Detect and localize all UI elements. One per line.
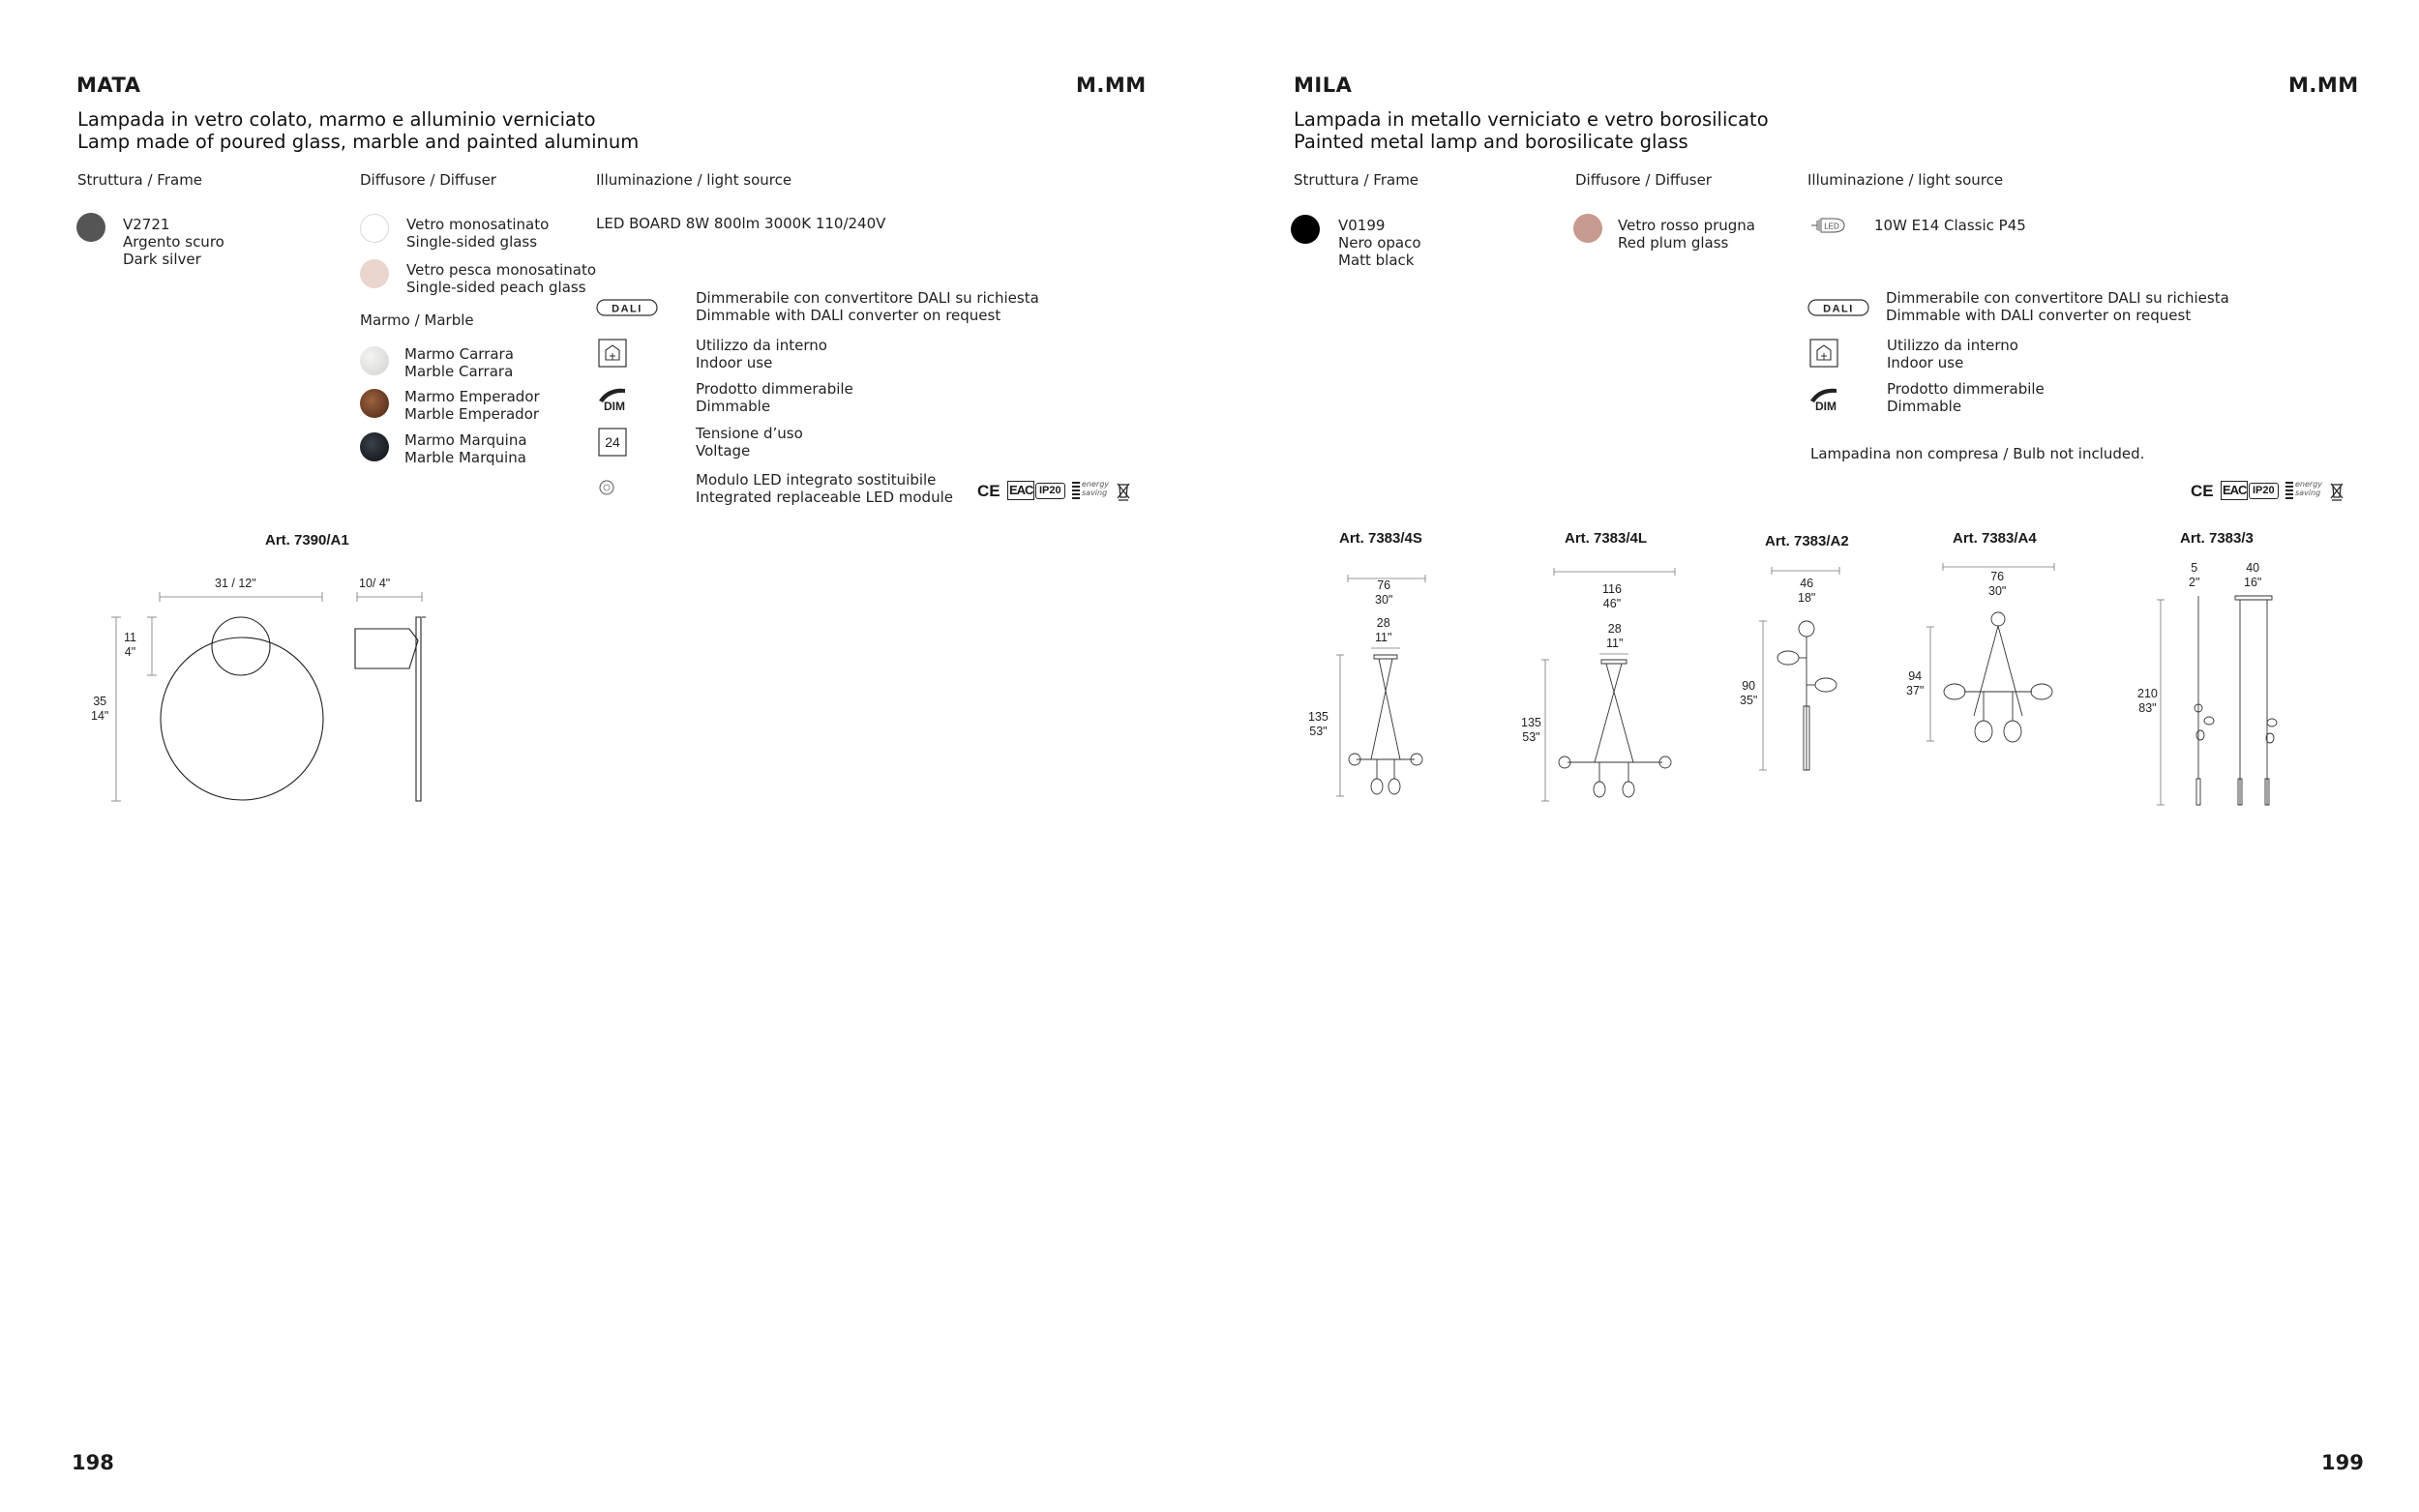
diffuser-name-en: Single-sided glass <box>406 233 538 251</box>
dali-icon <box>1807 298 1869 317</box>
frame-name-it: Nero opaco <box>1338 234 1421 252</box>
ce-mark-icon: CE <box>2191 482 2214 500</box>
marble-name-it: Marmo Emperador <box>404 388 540 405</box>
article-code: Art. 7390/A1 <box>265 532 349 548</box>
voltage-icon <box>598 428 627 457</box>
dim-icon-label: DIM <box>604 400 625 412</box>
diffuser-swatch <box>1573 214 1602 243</box>
article-code: Art. 7383/4S <box>1339 530 1422 547</box>
light-source-header: Illuminazione / light source <box>596 171 792 189</box>
diffuser-option <box>1618 217 1755 252</box>
light-source-header: Illuminazione / light source <box>1807 171 2004 189</box>
marble-name-it: Marmo Marquina <box>404 431 527 449</box>
feature-led-module <box>696 471 953 506</box>
subtitle-it: Lampada in vetro colato, marmo e alluminio verniciato <box>77 108 596 131</box>
ip20-icon: IP20 <box>1035 483 1065 499</box>
marble-swatch-marquina <box>360 432 389 461</box>
light-source-spec: LED BOARD 8W 800lm 3000K 110/240V <box>596 215 886 232</box>
frame-color-swatch <box>1291 215 1320 244</box>
brand-logo: M.MM <box>1076 74 1147 97</box>
dim-in: 53" <box>1522 730 1540 744</box>
indoor-use-icon <box>598 339 627 368</box>
dim-width: 31 / 12" <box>215 577 256 590</box>
dim-cm: 76 <box>1990 570 2005 583</box>
dimmable-icon <box>596 385 631 412</box>
dim-in: 30" <box>1988 584 2007 598</box>
article-code: Art. 7383/3 <box>2180 530 2254 547</box>
energy-label-2: saving <box>2295 489 2321 497</box>
dim-cm: 135 <box>1521 716 1541 729</box>
dim-cm: 90 <box>1742 679 1756 693</box>
diffuser-header: Diffusore / Diffuser <box>360 171 496 189</box>
feature-indoor <box>1887 337 2018 371</box>
diffuser-name-it: Vetro monosatinato <box>406 216 550 233</box>
dim-cm: 94 <box>1908 669 1923 683</box>
dim-in: 2" <box>2189 576 2200 589</box>
energy-saving-label <box>2295 480 2322 497</box>
diffuser-swatch-1 <box>360 214 389 243</box>
feature-it: Modulo LED integrato sostituibile <box>696 471 937 489</box>
dim-icon-label: DIM <box>1815 400 1837 412</box>
feature-en: Dimmable <box>1887 398 1962 415</box>
diffuser-name-it: Vetro rosso prugna <box>1618 217 1755 234</box>
marble-option <box>404 431 527 466</box>
dim-in: 11" <box>1606 637 1624 650</box>
marble-swatch-carrara <box>360 346 389 375</box>
dali-icon <box>596 298 658 317</box>
marble-name-en: Marble Emperador <box>404 405 540 423</box>
dim-top-in: 4" <box>124 645 136 659</box>
feature-it: Dimmerabile con convertitore DALI su richiesta <box>1886 289 2229 307</box>
feature-it: Prodotto dimmerabile <box>1887 380 2045 398</box>
dim-cm: 28 <box>1376 616 1390 630</box>
dim-in: 18" <box>1798 591 1816 605</box>
frame-name-it: Argento scuro <box>123 233 224 251</box>
frame-name-en: Matt black <box>1338 252 1415 269</box>
dim-depth: 10/ 4" <box>359 577 391 590</box>
marble-header: Marmo / Marble <box>360 311 474 329</box>
voltage-icon-label: 24 <box>605 434 620 450</box>
marble-name-en: Marble Carrara <box>404 363 514 380</box>
dim-height-in: 14" <box>91 709 109 723</box>
dim-in: 46" <box>1602 597 1622 610</box>
feature-it: Utilizzo da interno <box>1887 337 2018 354</box>
ce-mark-icon: CE <box>977 482 1000 500</box>
marble-option <box>404 345 514 380</box>
diffuser-name-it: Vetro pesca monosatinato <box>406 261 597 279</box>
marble-name-en: Marble Marquina <box>404 449 526 466</box>
dim-cm: 76 <box>1377 578 1391 592</box>
dim-cm: 210 <box>2137 687 2158 700</box>
bulb-note: Lampadina non compresa / Bulb not included. <box>1810 445 2145 462</box>
energy-saving-icon <box>2285 482 2293 499</box>
feature-dimmable <box>696 380 853 415</box>
dim-in: 35" <box>1740 694 1758 707</box>
dim-cm: 135 <box>1308 710 1329 724</box>
frame-header: Struttura / Frame <box>1294 171 1419 189</box>
mata-technical-drawing <box>106 580 435 813</box>
dim-cm: 5 <box>2191 561 2198 575</box>
feature-it: Tensione d’uso <box>696 425 803 442</box>
energy-label-2: saving <box>1082 489 1108 497</box>
subtitle-it: Lampada in metallo verniciato e vetro borosilicato <box>1294 108 1769 131</box>
eac-mark-icon: EAC <box>2221 481 2248 500</box>
energy-saving-icon <box>1072 482 1080 499</box>
diffuser-option <box>406 261 596 296</box>
weee-bin-icon <box>1116 482 1131 501</box>
feature-indoor <box>696 337 827 371</box>
led-module-icon <box>598 479 615 496</box>
product-title: MATA <box>76 74 141 97</box>
page-number: 198 <box>72 1451 114 1474</box>
feature-en: Indoor use <box>1887 354 1964 371</box>
dim-cm: 116 <box>1602 582 1622 596</box>
marble-swatch-emperador <box>360 389 389 418</box>
feature-dali <box>696 289 1039 324</box>
article-code: Art. 7383/A2 <box>1765 533 1849 549</box>
light-source-spec: 10W E14 Classic P45 <box>1874 217 2026 234</box>
frame-color-swatch <box>76 213 105 242</box>
eac-mark-icon: EAC <box>1007 481 1034 500</box>
dim-cm: 28 <box>1607 622 1622 636</box>
dim-in: 37" <box>1906 684 1925 697</box>
frame-code: V0199 <box>1338 217 1386 234</box>
frame-header: Struttura / Frame <box>77 171 203 189</box>
dim-cm: 40 <box>2246 561 2260 575</box>
dim-in: 83" <box>2138 701 2157 715</box>
dim-in: 30" <box>1375 593 1393 607</box>
dim-height-cm: 35 <box>93 695 107 708</box>
dim-in: 53" <box>1309 725 1328 738</box>
marble-option <box>404 388 540 423</box>
feature-en: Indoor use <box>696 354 773 371</box>
frame-option <box>1338 217 1421 269</box>
mila-technical-drawings <box>1297 561 2380 813</box>
dali-icon-label: DALI <box>1823 303 1854 315</box>
energy-label-1: energy <box>1082 480 1110 489</box>
page-number: 199 <box>2321 1451 2364 1474</box>
energy-saving-label <box>1082 480 1109 497</box>
marble-name-it: Marmo Carrara <box>404 345 514 363</box>
frame-option <box>123 216 224 268</box>
subtitle-en: Painted metal lamp and borosilicate glass <box>1294 131 1688 153</box>
feature-en: Dimmable with DALI converter on request <box>696 307 1001 324</box>
feature-en: Voltage <box>696 442 751 460</box>
subtitle-en: Lamp made of poured glass, marble and painted aluminum <box>77 131 640 153</box>
brand-logo: M.MM <box>2288 74 2359 97</box>
feature-it: Dimmerabile con convertitore DALI su richiesta <box>696 289 1039 307</box>
dim-cm: 46 <box>1800 577 1814 590</box>
feature-dimmable <box>1887 380 2045 415</box>
feature-en: Dimmable <box>696 398 771 415</box>
feature-it: Utilizzo da interno <box>696 337 827 354</box>
dali-icon-label: DALI <box>612 303 642 315</box>
feature-it: Prodotto dimmerabile <box>696 380 853 398</box>
frame-code: V2721 <box>123 216 170 233</box>
dimmable-icon <box>1807 385 1842 412</box>
diffuser-name-en: Red plum glass <box>1618 234 1729 252</box>
feature-en: Dimmable with DALI converter on request <box>1886 307 2192 324</box>
dim-in: 11" <box>1375 631 1392 644</box>
ip20-icon: IP20 <box>2249 483 2279 499</box>
energy-label-1: energy <box>2295 480 2323 489</box>
article-code: Art. 7383/4L <box>1565 530 1648 547</box>
diffuser-name-en: Single-sided peach glass <box>406 279 586 296</box>
product-title: MILA <box>1294 74 1353 97</box>
indoor-use-icon <box>1809 339 1838 368</box>
feature-en: Integrated replaceable LED module <box>696 489 953 506</box>
diffuser-swatch-2 <box>360 259 389 288</box>
diffuser-option <box>406 216 549 251</box>
led-bulb-label: LED <box>1824 222 1839 231</box>
feature-dali <box>1886 289 2229 324</box>
dim-top-cm: 11 <box>124 631 136 644</box>
feature-voltage <box>696 425 803 460</box>
dim-in: 16" <box>2244 576 2262 589</box>
weee-bin-icon <box>2329 482 2344 501</box>
diffuser-header: Diffusore / Diffuser <box>1575 171 1712 189</box>
article-code: Art. 7383/A4 <box>1953 530 2037 547</box>
led-bulb-icon <box>1809 216 1848 235</box>
frame-name-en: Dark silver <box>123 251 201 268</box>
